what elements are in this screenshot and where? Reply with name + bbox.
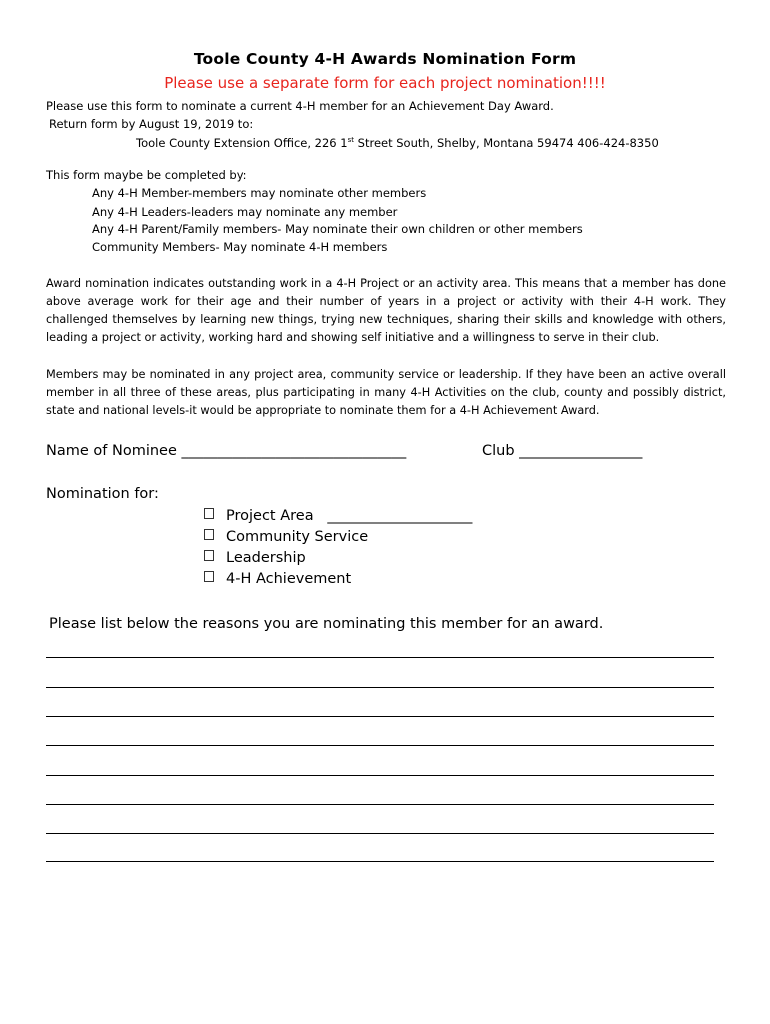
nomination-for-label: Nomination for: bbox=[46, 486, 159, 502]
list-item: Any 4-H Member-members may nominate other members bbox=[92, 186, 427, 200]
reason-line[interactable] bbox=[46, 687, 714, 688]
option-project-area[interactable]: Project Area ____________________ bbox=[204, 508, 472, 524]
completed-by-heading: This form maybe be completed by: bbox=[46, 168, 247, 182]
reason-line[interactable] bbox=[46, 804, 714, 805]
award-description-paragraph: Award nomination indicates outstanding work in a 4-H Project or an activity area. This means that a member has done above average work for their age and their number of years in a project or activity with their 4-H work. They challenged themselves by learning new things, trying new techniques, sharing their skills and knowledge with others, leading a project or activity, working hard and showing self initiative and a willingness to serve in their club. bbox=[46, 277, 726, 344]
checkbox[interactable] bbox=[204, 571, 214, 582]
intro-line: Please use this form to nominate a current 4-H member for an Achievement Day Award. bbox=[46, 99, 554, 113]
project-area-blank[interactable]: ____________________ bbox=[327, 508, 473, 524]
option-leadership[interactable]: Leadership bbox=[204, 550, 306, 566]
club-label: Club bbox=[482, 443, 515, 459]
office-address: Toole County Extension Office, 226 1st Street South, Shelby, Montana 59474 406-424-8350 bbox=[136, 136, 659, 150]
nominee-blank[interactable]: _______________________________ bbox=[181, 443, 407, 459]
form-title: Toole County 4-H Awards Nomination Form bbox=[193, 50, 577, 68]
club-field[interactable] bbox=[482, 443, 642, 459]
checkbox[interactable] bbox=[204, 508, 214, 519]
nominee-label: Name of Nominee bbox=[46, 443, 177, 459]
list-item: Any 4-H Leaders-leaders may nominate any member bbox=[92, 205, 398, 219]
reason-line[interactable] bbox=[46, 775, 714, 776]
return-date-line: Return form by August 19, 2019 to: bbox=[49, 117, 254, 131]
checkbox[interactable] bbox=[204, 529, 214, 540]
option-4h-achievement[interactable]: 4-H Achievement bbox=[204, 571, 351, 587]
reason-line[interactable] bbox=[46, 716, 714, 717]
checkbox[interactable] bbox=[204, 550, 214, 561]
reason-line[interactable] bbox=[46, 657, 714, 658]
list-item: Community Members- May nominate 4-H members bbox=[92, 240, 388, 254]
eligibility-paragraph: Members may be nominated in any project area, community service or leadership. If they have been an active overall member in all three of these areas, plus participating in many 4-H Activities on the club, county and possibly district, state and national levels-it would be appropriate to nominate them for a 4-H Achievement Award. bbox=[46, 368, 726, 417]
reasons-prompt: Please list below the reasons you are nominating this member for an award. bbox=[49, 616, 604, 632]
reason-line[interactable] bbox=[46, 833, 714, 834]
option-community-service[interactable]: Community Service bbox=[204, 529, 368, 545]
separate-form-warning: Please use a separate form for each project nomination!!!! bbox=[164, 74, 606, 92]
club-blank[interactable]: _________________ bbox=[519, 443, 643, 459]
reason-line[interactable] bbox=[46, 861, 714, 862]
reason-line[interactable] bbox=[46, 745, 714, 746]
list-item: Any 4-H Parent/Family members- May nominate their own children or other members bbox=[92, 222, 583, 236]
nominee-name-field[interactable] bbox=[46, 443, 406, 459]
